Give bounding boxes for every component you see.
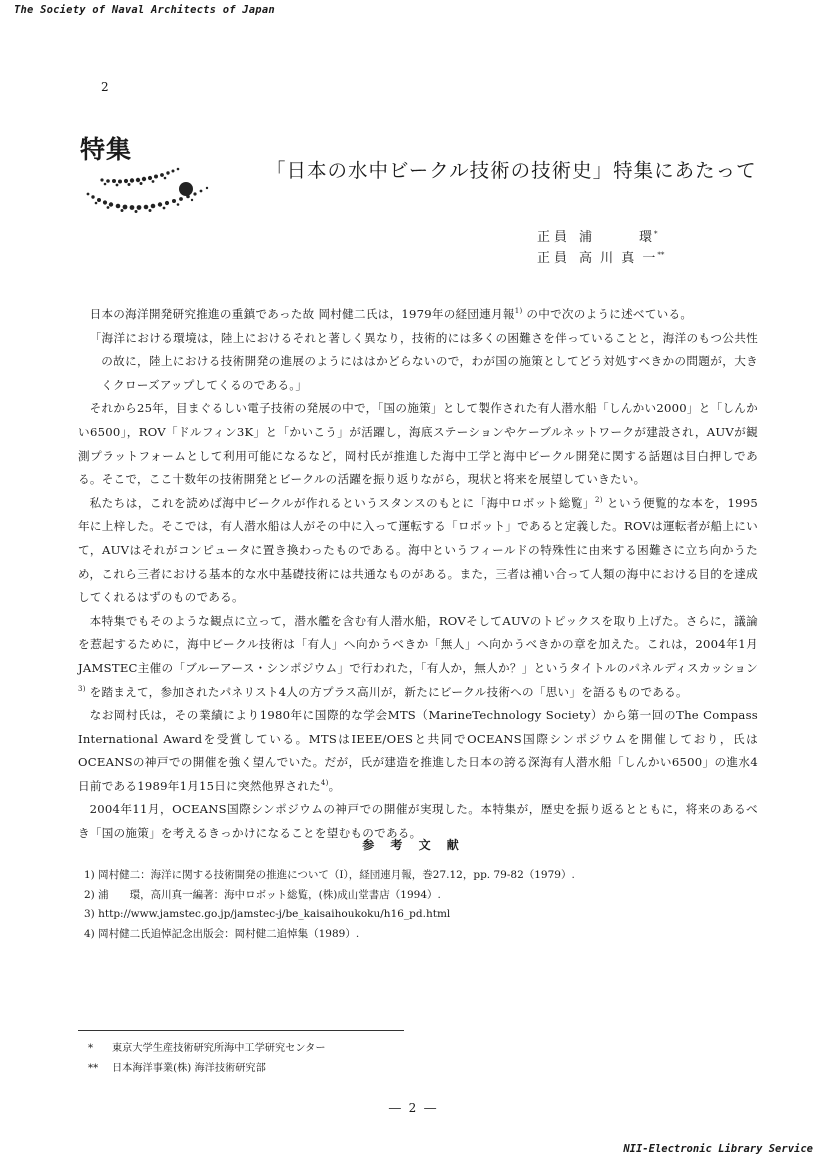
author-1-mark: * [654, 230, 658, 238]
footnote-2 [88, 1059, 326, 1079]
library-service-footer: NII-Electronic Library Service [623, 1143, 813, 1155]
quote-paragraph: 「海洋における環境は，陸上におけるそれと著しく異なり，技術的には多くの困難さを伴っていることと，海洋のもつ公共性の故に，陸上における技術開発の進展のようにははかどらないので，わが国の施策としてどう対処すべきかの問題が，大きくクローズアップしてくるのである。」 [89, 330, 758, 392]
special-feature-label: 特集 [80, 135, 133, 164]
footnote-divider [78, 1030, 404, 1031]
reference-item: 2) 浦 環，高川真一編著：海中ロボット総覧，(株)成山堂書店（1994）. [84, 888, 441, 901]
paragraph-5-end: 。 [328, 778, 341, 793]
citation-2: 2) [595, 495, 603, 504]
author-2-role: 正員 [537, 251, 572, 266]
page-number-bottom: ― 2 ― [388, 1101, 439, 1115]
footnote-1-text: 東京大学生産技術研究所海中工学研究センター [112, 1043, 326, 1054]
references-list [84, 866, 575, 944]
author-2-name: 高 川 真 一 [579, 251, 658, 266]
paragraph-3 [78, 492, 758, 610]
paragraph-2: それから25年，目まぐるしい電子技術の発展の中で，「国の施策」として製作された有人潜水船「しんかい2000」と「しんかい6500」，ROV「ドルフィン3K」と「かいこう」が活躍し，海底ステーションやケーブルネットワークが建設され，AUVが観測プラットフォームとして利用可能になるなど，岡村氏が推進した海中工学と海中ビークル開発に関する話題は目白押しである。そこで，ここ十数年の技術開発とビークルの活躍を振り返りながら，現状と将来を展望していきたい。 [78, 401, 758, 487]
paragraph-6: 2004年11月，OCEANS国際シンポジウムの神戸での開催が実現した。本特集が，歴史を振り返るとともに，将来のあるべき「国の施策」を考えるきっかけになることを望むものである。 [78, 802, 758, 841]
feature-decoration-icon [82, 158, 227, 230]
footnotes [88, 1039, 326, 1079]
society-header: The Society of Naval Architects of Japan [14, 4, 275, 16]
paragraph-1-end: の中で次のように述べている。 [522, 307, 693, 321]
reference-item: 4) 岡村健二氏追悼記念出版会：岡村健二追悼集（1989）. [84, 927, 360, 940]
paragraph-5 [78, 704, 758, 798]
paragraph-1 [78, 303, 758, 327]
citation-4: 4) [320, 778, 329, 787]
paragraph-4-text: 本特集でもそのような観点に立って，潜水艦を含む有人潜水船，ROVそしてAUVのトピックスを取り上げた。さらに，議論を惹起するために，海中ビークル技術は「有人」へ向かうべきか「無人」へ向かうべきかの章を加えた。これは，2004年1月JAMSTEC主催の「ブルーアース・シンポジウム」で行われた，「有人か，無人か？」というタイトルのパネルディスカッション [78, 613, 758, 675]
author-1 [537, 226, 658, 245]
citation-3: 3) [78, 684, 86, 693]
paragraph-1-text: 日本の海洋開発研究推進の重鎮であった故 岡村健二氏は，1979年の経団連月報 [89, 307, 515, 321]
reference-item: 1) 岡村健二：海洋に関する技術開発の推進について（I），経団連月報，巻27.12，pp. 79-82（1979）. [84, 869, 575, 881]
author-2-mark: ** [657, 251, 665, 259]
author-2 [537, 247, 664, 266]
references-heading: 参 考 文 献 [362, 838, 465, 852]
footnote-2-mark: ** [88, 1063, 99, 1074]
paragraph-4 [78, 610, 758, 704]
paragraph-5-text: なお岡村氏は，その業績により1980年に国際的な学会MTS（MarineTechnology Society）から第一回のThe Compass International Awardを受賞している。MTSはIEEE/OESと共同でOCEANS国際シンポジウムを開催しており，氏はOCEANSの神戸での開催を強く望んでいた。だが，氏が建造を推進した日本の誇る深海有人潜水船「しんかい6500」の進水4日前である1989年1月15日に突然他界された [78, 708, 758, 793]
author-1-role: 正員 [537, 230, 572, 245]
page-number-top: 2 [101, 80, 109, 94]
footnote-1 [88, 1039, 326, 1059]
citation-1: 1) [514, 307, 523, 315]
footnote-1-mark: * [88, 1043, 94, 1054]
paragraph-3-text: 私たちは，これを読めば海中ビークルが作れるというスタンスのもとに「海中ロボット総覧」 [89, 495, 596, 510]
footnote-2-text: 日本海洋事業(株) 海洋技術研究部 [112, 1063, 266, 1074]
paragraph-4-end: を踏まえて，参加されたパネリスト4人の方プラス高川が，新たにビークル技術への「思い」を語るものである。 [85, 684, 688, 699]
article-title: 「日本の水中ビークル技術の技術史」特集にあたって [266, 159, 757, 182]
reference-item: 3) http://www.jamstec.go.jp/jamstec-j/be_kaisaihoukoku/h16_pd.html [84, 908, 451, 920]
author-1-name: 浦 環 [579, 230, 655, 245]
paragraph-3-end: という便覧的な本を，1995年に上梓した。そこでは，有人潜水船は人がその中に入って運転する「ロボット」であると定義した。ROVは運転者が船上にいて，AUVはそれがコンピュータに置き換わったものである。海中というフィールドの特殊性に由来する困難さに立ち向かうため，これら三者における基本的な水中基礎技術には共通なものがある。また，三者は補い合って人類の海中における目的を達成してくれるはずのものである。 [78, 495, 758, 605]
article-body [78, 303, 758, 846]
